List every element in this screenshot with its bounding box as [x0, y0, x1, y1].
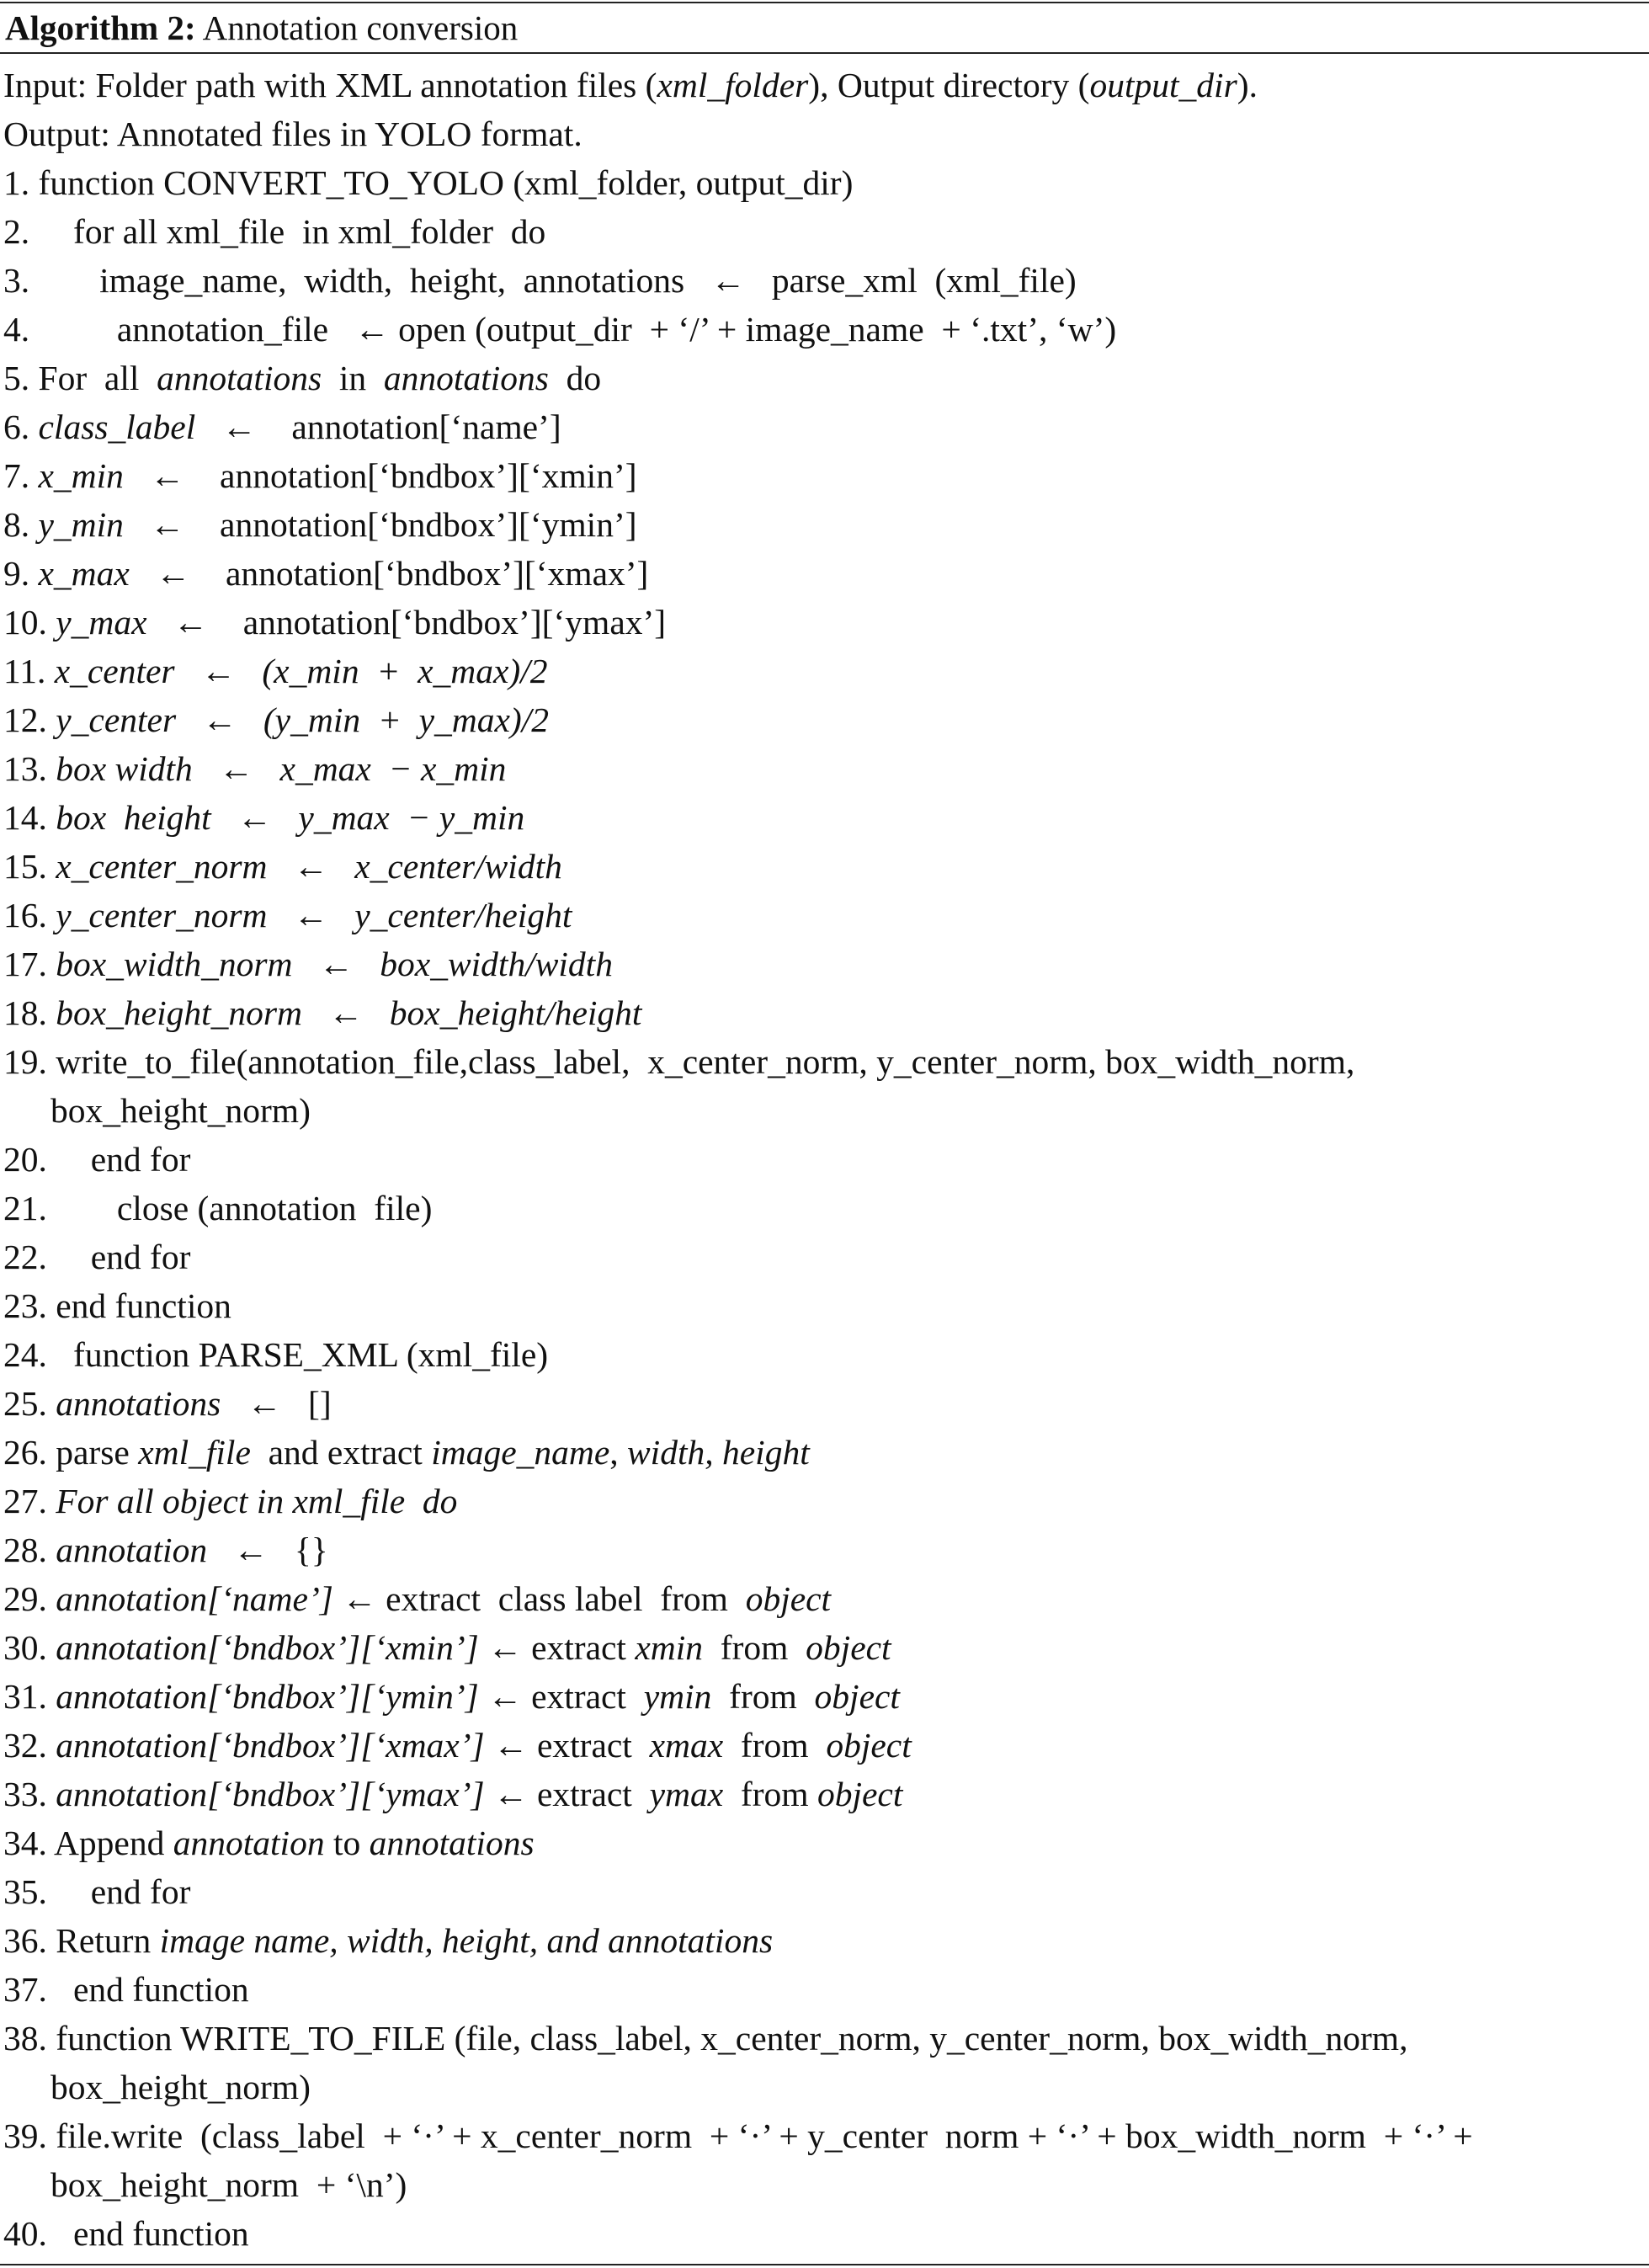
algorithm-line	[3, 2014, 1645, 2063]
line-segment: ←	[176, 700, 263, 739]
line-segment: 34. Append	[3, 1823, 173, 1862]
algorithm-label: Algorithm 2:	[5, 8, 196, 47]
algorithm-body	[3, 61, 1645, 2258]
algorithm-title	[5, 3, 518, 52]
algorithm-line	[3, 695, 1645, 744]
line-segment: box_height_norm)	[51, 2068, 311, 2106]
line-segment: Output: Annotated files in YOLO format.	[3, 114, 582, 153]
line-segment: 40. end function	[3, 2214, 249, 2253]
line-segment: 18.	[3, 993, 56, 1032]
algorithm-line	[3, 1574, 1645, 1623]
line-segment: 8.	[3, 505, 39, 544]
line-segment: from	[703, 1628, 806, 1667]
line-segment: ymin	[643, 1677, 712, 1716]
line-segment: ← annotation[‘bndbox’][‘ymax’]	[146, 603, 667, 642]
line-segment: ), Output directory (	[808, 66, 1090, 104]
line-segment: 27.	[3, 1482, 56, 1520]
line-segment: 23. end function	[3, 1286, 231, 1325]
line-segment: ← extract class label from	[332, 1579, 746, 1618]
line-segment: output_dir	[1089, 66, 1237, 104]
line-segment: xml_file	[138, 1433, 251, 1472]
algorithm-line	[3, 2063, 1645, 2111]
line-segment: 28.	[3, 1531, 56, 1569]
algorithm-line	[3, 1037, 1645, 1086]
algorithm-line	[3, 1965, 1645, 2014]
line-segment: ←	[292, 945, 380, 983]
output-line	[3, 109, 1645, 158]
line-segment: x_center_norm	[56, 847, 268, 886]
line-segment: box_height_norm + ‘\n’)	[51, 2165, 407, 2204]
algorithm-line	[3, 1281, 1645, 1330]
line-segment: annotation[‘bndbox’][‘ymax’]	[56, 1775, 485, 1813]
algorithm-line	[3, 891, 1645, 940]
line-segment: object	[745, 1579, 832, 1618]
line-segment: from	[723, 1775, 817, 1813]
algorithm-line	[3, 2111, 1645, 2160]
line-segment: 6.	[3, 407, 39, 446]
line-segment: ← extract	[484, 1775, 650, 1813]
algorithm-line	[3, 1818, 1645, 1867]
line-segment: annotation	[56, 1531, 208, 1569]
line-segment: ← annotation[‘bndbox’][‘xmax’]	[129, 554, 649, 593]
algorithm-line	[3, 1086, 1645, 1135]
line-segment: 4. annotation_file ← open (output_dir + ‘/’ + image_name + ‘.txt’, ‘w’)	[3, 310, 1117, 349]
line-segment: annotation[‘name’]	[56, 1579, 333, 1618]
line-segment: class_label	[38, 407, 196, 446]
input-line	[3, 61, 1645, 109]
line-segment: 21. close (annotation file)	[3, 1189, 433, 1227]
algorithm-line	[3, 647, 1645, 695]
algorithm-line	[3, 354, 1645, 402]
line-segment: ← []	[221, 1384, 332, 1423]
line-segment: object	[817, 1775, 903, 1813]
line-segment: in	[322, 359, 384, 397]
line-segment: x_max − x_min	[279, 749, 507, 788]
line-segment: ,	[609, 1433, 627, 1472]
line-segment: 15.	[3, 847, 56, 886]
line-segment: and extract	[250, 1433, 432, 1472]
line-segment: ← annotation[‘bndbox’][‘ymin’]	[123, 505, 637, 544]
algorithm-line	[3, 402, 1645, 451]
line-segment: ← annotation[‘bndbox’][‘xmin’]	[123, 456, 637, 495]
line-segment: 2. for all xml_file in xml_folder do	[3, 212, 546, 251]
line-segment: box width	[56, 749, 193, 788]
line-segment: width, height	[627, 1433, 810, 1472]
line-segment: ← annotation[‘name’]	[195, 407, 561, 446]
line-segment: ← extract	[478, 1677, 644, 1716]
line-segment: object	[814, 1677, 900, 1716]
line-segment: box_height_norm)	[51, 1091, 311, 1130]
line-segment: annotations	[369, 1823, 535, 1862]
line-segment: 9.	[3, 554, 39, 593]
algorithm-line	[3, 1623, 1645, 1672]
line-segment: box_width/width	[380, 945, 613, 983]
line-segment: ← {}	[207, 1531, 328, 1569]
line-segment: ← extract	[478, 1628, 636, 1667]
line-segment: xml_folder	[657, 66, 809, 104]
line-segment: box height	[56, 798, 211, 837]
line-segment: 32.	[3, 1726, 56, 1765]
line-segment: 5. For all	[3, 359, 157, 397]
line-segment: from	[711, 1677, 815, 1716]
line-segment: 37. end function	[3, 1970, 249, 2009]
line-segment: 1. function CONVERT_TO_YOLO (xml_folder, output_dir)	[3, 163, 854, 202]
line-segment: y_max	[56, 603, 147, 642]
line-segment: 25.	[3, 1384, 56, 1423]
line-segment: ←	[174, 652, 263, 690]
line-segment: 13.	[3, 749, 56, 788]
line-segment: 30.	[3, 1628, 56, 1667]
algorithm-line	[3, 207, 1645, 256]
line-segment: 38. function WRITE_TO_FILE (file, class_label, x_center_norm, y_center_norm, box_width_norm,	[3, 2019, 1408, 2058]
algorithm-line	[3, 158, 1645, 207]
algorithm-line	[3, 1867, 1645, 1916]
line-segment: ← extract	[484, 1726, 650, 1765]
algorithm-line	[3, 1330, 1645, 1379]
line-segment: annotation	[173, 1823, 325, 1862]
line-segment: 10.	[3, 603, 56, 642]
algorithm-line	[3, 1428, 1645, 1477]
line-segment: 22. end for	[3, 1238, 191, 1276]
algorithm-line	[3, 1916, 1645, 1965]
line-segment: x_center/width	[354, 847, 562, 886]
line-segment: box_width_norm	[56, 945, 293, 983]
line-segment: For all object in xml_file do	[56, 1482, 458, 1520]
line-segment: ←	[267, 847, 355, 886]
algorithm-line	[3, 744, 1645, 793]
line-segment: ymax	[649, 1775, 724, 1813]
algorithm-line	[3, 1525, 1645, 1574]
line-segment: x_center	[54, 652, 175, 690]
line-segment: 20. end for	[3, 1140, 191, 1179]
line-segment: box_height_norm	[56, 993, 303, 1032]
line-segment: 39. file.write (class_label + ‘·’ + x_center_norm + ‘·’ + y_center norm + ‘·’ + box_width_norm + ‘·’ +	[3, 2116, 1473, 2155]
header-rule	[0, 52, 1649, 54]
algorithm-line	[3, 1721, 1645, 1770]
algorithm-line	[3, 1477, 1645, 1525]
line-segment: object	[806, 1628, 891, 1667]
line-segment: image name, width, height, and annotations	[159, 1921, 774, 1960]
algorithm-line	[3, 500, 1645, 549]
algorithm-line	[3, 793, 1645, 842]
line-segment: xmax	[649, 1726, 724, 1765]
line-segment: x_min	[38, 456, 124, 495]
line-segment: 33.	[3, 1775, 56, 1813]
line-segment: ←	[192, 749, 280, 788]
line-segment: y_min	[38, 505, 124, 544]
line-segment: (x_min + x_max)/2	[262, 652, 548, 690]
line-segment: 12.	[3, 700, 56, 739]
line-segment: ←	[302, 993, 390, 1032]
bottom-rule	[0, 2264, 1649, 2265]
line-segment: annotations	[383, 359, 549, 397]
algorithm-line	[3, 940, 1645, 988]
algorithm-line	[3, 2160, 1645, 2209]
line-segment: 11.	[3, 652, 55, 690]
line-segment: annotation[‘bndbox’][‘ymin’]	[56, 1677, 479, 1716]
line-segment: object	[826, 1726, 912, 1765]
line-segment: Input: Folder path with XML annotation files (	[3, 66, 657, 104]
algorithm-line	[3, 2209, 1645, 2258]
line-segment: y_center	[56, 700, 177, 739]
line-segment: image_name	[431, 1433, 610, 1472]
line-segment: 16.	[3, 896, 56, 934]
algorithm-name: Annotation conversion	[202, 8, 519, 47]
line-segment: 3. image_name, width, height, annotations ← parse_xml (xml_file)	[3, 261, 1077, 300]
line-segment: 35. end for	[3, 1872, 191, 1911]
line-segment: 19. write_to_file(annotation_file,class_label, x_center_norm, y_center_norm, box_width_norm,	[3, 1042, 1355, 1081]
algorithm-line	[3, 988, 1645, 1037]
line-segment: y_center_norm	[56, 896, 268, 934]
line-segment: 24. function PARSE_XML (xml_file)	[3, 1335, 549, 1374]
algorithm-line	[3, 1135, 1645, 1184]
algorithm-line	[3, 1770, 1645, 1818]
line-segment: 7.	[3, 456, 39, 495]
algorithm-line	[3, 256, 1645, 305]
algorithm-line	[3, 451, 1645, 500]
line-segment: ←	[210, 798, 299, 837]
line-segment: annotation[‘bndbox’][‘xmin’]	[56, 1628, 479, 1667]
algorithm-line	[3, 842, 1645, 891]
algorithm-line	[3, 598, 1645, 647]
line-segment: ←	[267, 896, 355, 934]
line-segment: ).	[1237, 66, 1258, 104]
line-segment: annotation[‘bndbox’][‘xmax’]	[56, 1726, 485, 1765]
line-segment: y_max − y_min	[298, 798, 525, 837]
line-segment: 31.	[3, 1677, 56, 1716]
line-segment: (y_min + y_max)/2	[263, 700, 550, 739]
line-segment: do	[548, 359, 602, 397]
line-segment: annotations	[157, 359, 322, 397]
line-segment: box_height/height	[389, 993, 642, 1032]
algorithm-line	[3, 1232, 1645, 1281]
line-segment: 26. parse	[3, 1433, 139, 1472]
line-segment: 14.	[3, 798, 56, 837]
algorithm-line	[3, 549, 1645, 598]
line-segment: from	[723, 1726, 827, 1765]
algorithm-line	[3, 305, 1645, 354]
algorithm-line	[3, 1672, 1645, 1721]
line-segment: xmin	[635, 1628, 703, 1667]
line-segment: y_center/height	[354, 896, 572, 934]
line-segment: 17.	[3, 945, 56, 983]
line-segment: 36. Return	[3, 1921, 160, 1960]
line-segment: x_max	[38, 554, 130, 593]
algorithm-line	[3, 1379, 1645, 1428]
algorithm-line	[3, 1184, 1645, 1232]
line-segment: annotations	[56, 1384, 221, 1423]
line-segment: 29.	[3, 1579, 56, 1618]
line-segment: to	[324, 1823, 370, 1862]
